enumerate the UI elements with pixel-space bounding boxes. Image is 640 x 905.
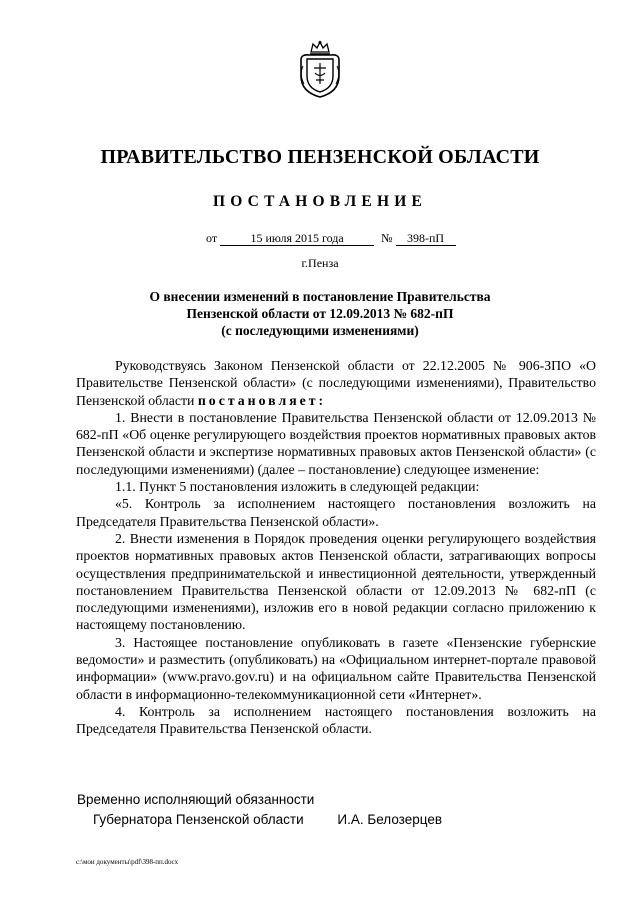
number-prefix: №: [381, 231, 393, 245]
subject-line-3: (с последующими изменениями): [221, 323, 419, 338]
signature-block: [77, 790, 442, 830]
city: г.Пенза: [301, 256, 339, 270]
document-number: 398-пП: [396, 231, 456, 246]
paragraph-4: 4. Контроль за исполнением настоящего постановления возложить на Председателя Правительства Пензенской области.: [76, 703, 596, 737]
document-type: ПОСТАНОВЛЕНИЕ: [212, 193, 428, 210]
document-subject: [0, 288, 640, 339]
signer-name: И.А. Белозерцев: [337, 812, 443, 827]
date-number-line: [206, 231, 456, 246]
paragraph-1-1: 1.1. Пункт 5 постановления изложить в следующей редакции:: [115, 479, 480, 495]
intro-paragraph: [76, 357, 596, 409]
signer-position-1: Временно исполняющий обязанности: [77, 792, 315, 807]
subject-line-1: О внесении изменений в постановление Правительства: [149, 289, 491, 304]
paragraph-2: 2. Внести изменения в Порядок проведения оценки регулирующего воздействия проектов нормативных правовых актов Пензенской области, затрагивающих вопросы осуществления предпринимательской и инвестиционной деятельности, утвержденный постановлением Правительства Пензенской области от 12.09.2013 № 682-пП (с последующими изменениями), изложив его в новой редакции согласно приложению к настоящему постановлению.: [76, 530, 596, 633]
coat-of-arms-icon: [297, 40, 343, 98]
decree-word: постановляет:: [197, 392, 327, 408]
date-prefix: от: [206, 231, 218, 245]
signer-position-2: Губернатора Пензенской области: [93, 812, 304, 827]
subject-line-2: Пензенской области от 12.09.2013 № 682-пП: [186, 306, 454, 321]
file-path: c:\мои документы\pdf\398-пп.docx: [76, 858, 179, 866]
paragraph-1-1-quote: «5. Контроль за исполнением настоящего постановления возложить на Председателя Правительства Пензенской области».: [76, 496, 596, 529]
government-title: ПРАВИТЕЛЬСТВО ПЕНЗЕНСКОЙ ОБЛАСТИ: [100, 146, 540, 168]
document-date: 15 июля 2015 года: [220, 231, 374, 246]
paragraph-1: 1. Внести в постановление Правительства Пензенской области от 12.09.2013 № 682-пП «Об оценке регулирующего воздействия проектов нормативных правовых актов Пензенской области и экспертизе нормативных правовых актов Пензенской области» (с последующими изменениями) (далее – постановление) следующее изменение:: [76, 409, 596, 477]
intro-text: Руководствуясь Законом Пензенской области от 22.12.2005 № 906-ЗПО «О Правительстве Пензенской области» (с последующими изменениями), Правительство Пензенской области: [76, 358, 596, 408]
document-body: [76, 357, 596, 738]
signer-position-row: [77, 810, 442, 830]
paragraph-3: 3. Настоящее постановление опубликовать в газете «Пензенские губернские ведомости» и разместить (опубликовать) на «Официальном интернет-портале правовой информации» (www.pravo.gov.ru) и на официальном сайте Правительства Пензенской области в информационно-телекоммуникационной сети «Интернет».: [76, 634, 596, 702]
